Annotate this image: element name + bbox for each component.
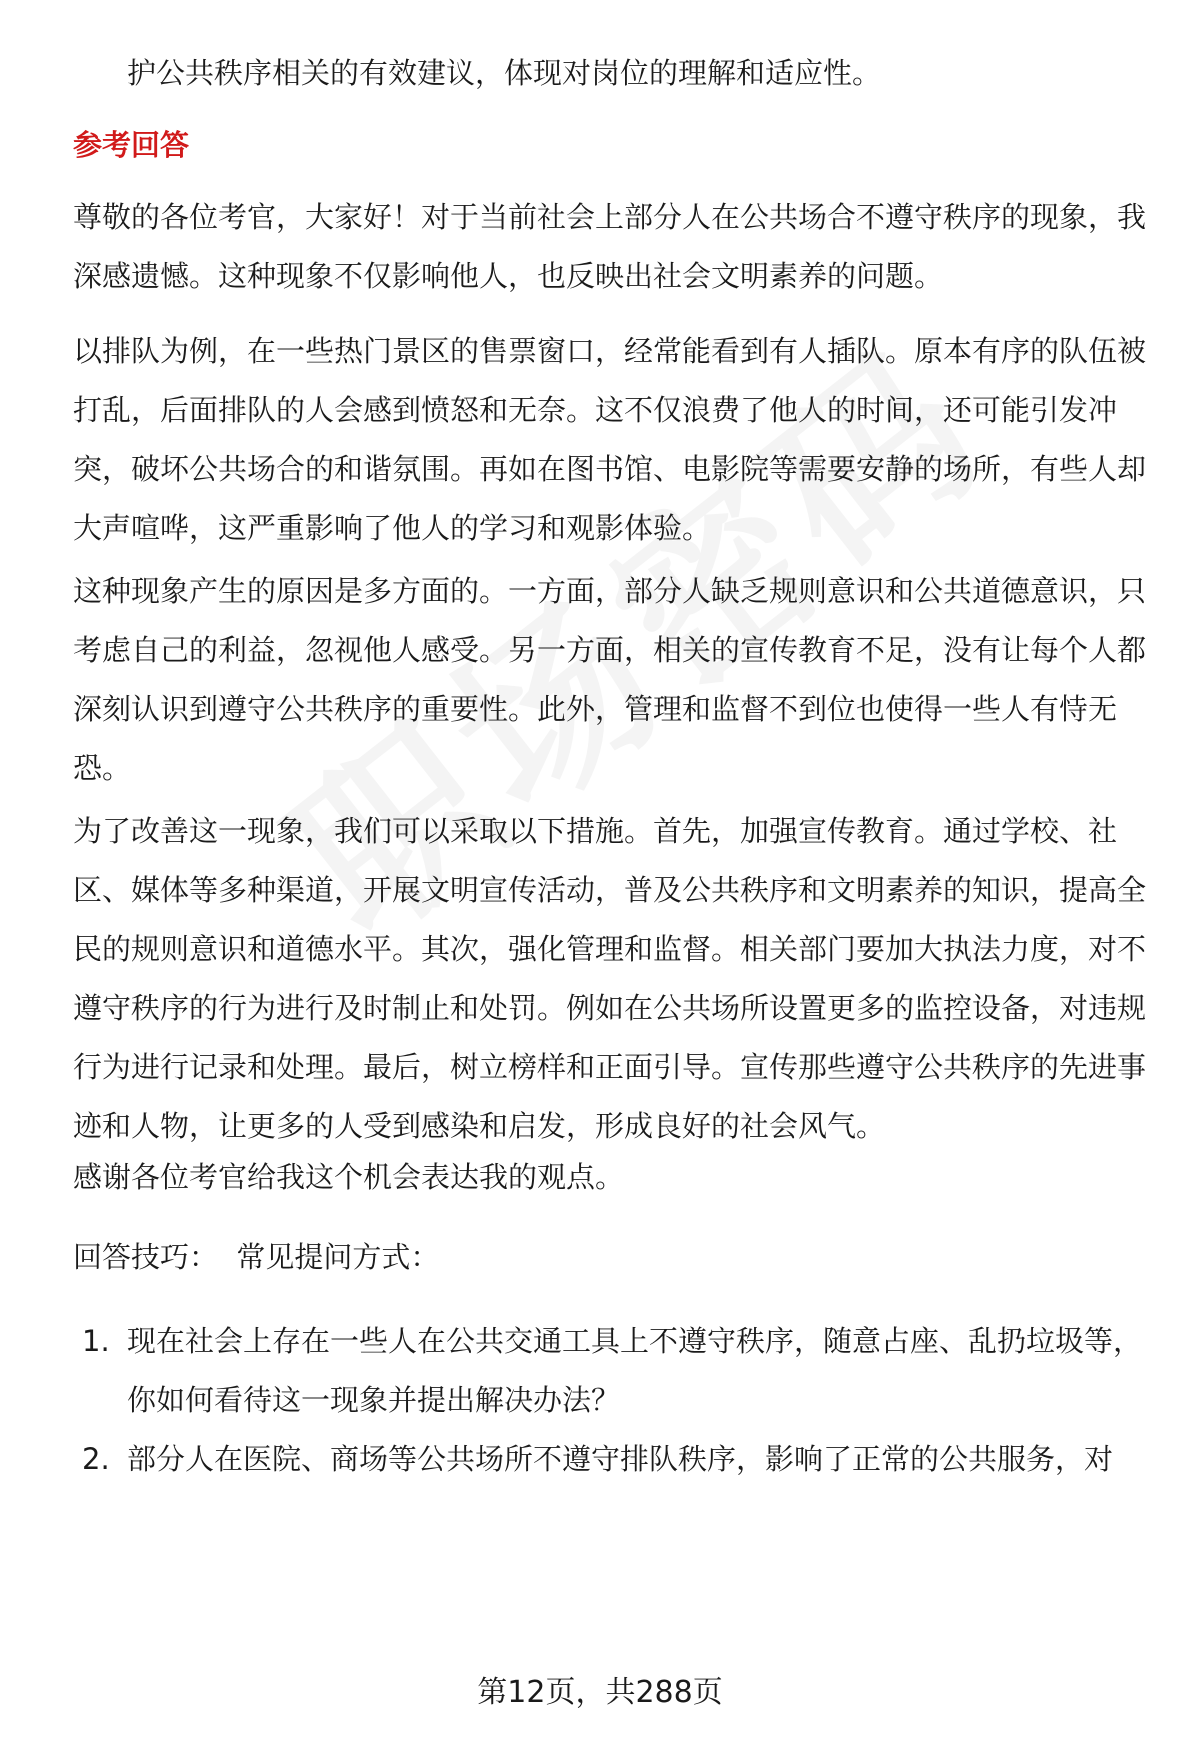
paragraph-measures: 为了改善这一现象，我们可以采取以下措施。首先，加强宣传教育。通过学校、社区、媒体等多种渠道，开展文明宣传活动，普及公共秩序和文明素养的知识，提高全民的规则意识和道德水平。其次，强化管理和监督。相关部门要加大执法力度，对不遵守秩序的行为进行及时制止和处罚。例如在公共场所设置更多的监控设备，对违规行为进行记录和处理。最后，树立榜样和正面引导。宣传那些遵守公共秩序的先进事迹和人物，让更多的人受到感染和启发，形成良好的社会风气。 [73, 814, 1147, 1143]
question-number: 1. [82, 1324, 110, 1358]
continuation-text: 护公共秩序相关的有效建议，体现对岗位的理解和适应性。 [127, 56, 882, 90]
reference-answer-heading: 参考回答 [73, 128, 190, 162]
paragraph-example: 以排队为例，在一些热门景区的售票窗口，经常能看到有人插队。原本有序的队伍被打乱，后面排队的人会感到愤怒和无奈。这不仅浪费了他人的时间，还可能引发冲突，破坏公共场合的和谐氛围。再如在图书馆、电影院等需要安静的场所，有些人却大声喧哗，这严重影响了他人的学习和观影体验。 [73, 334, 1147, 545]
page-number-footer: 第12页，共288页 [477, 1675, 723, 1710]
paragraph-greeting: 尊敬的各位考官，大家好！对于当前社会上部分人在公共场合不遵守秩序的现象，我深感遗憾。这种现象不仅影响他人，也反映出社会文明素养的问题。 [73, 200, 1147, 293]
question-text: 现在社会上存在一些人在公共交通工具上不遵守秩序，随意占座、乱扔垃圾等，你如何看待这一现象并提出解决办法？ [127, 1324, 1143, 1417]
paragraph-closing: 感谢各位考官给我这个机会表达我的观点。 [73, 1160, 625, 1194]
answer-tips-label: 回答技巧： 常见提问方式： [73, 1240, 440, 1274]
paragraph-causes: 这种现象产生的原因是多方面的。一方面，部分人缺乏规则意识和公共道德意识，只考虑自己的利益，忽视他人感受。另一方面，相关的宣传教育不足，没有让每个人都深刻认识到遵守公共秩序的重要性。此外，管理和监督不到位也使得一些人有恃无恐。 [73, 574, 1147, 785]
question-number: 2. [82, 1442, 110, 1476]
question-text: 部分人在医院、商场等公共场所不遵守排队秩序，影响了正常的公共服务，对 [127, 1442, 1114, 1476]
